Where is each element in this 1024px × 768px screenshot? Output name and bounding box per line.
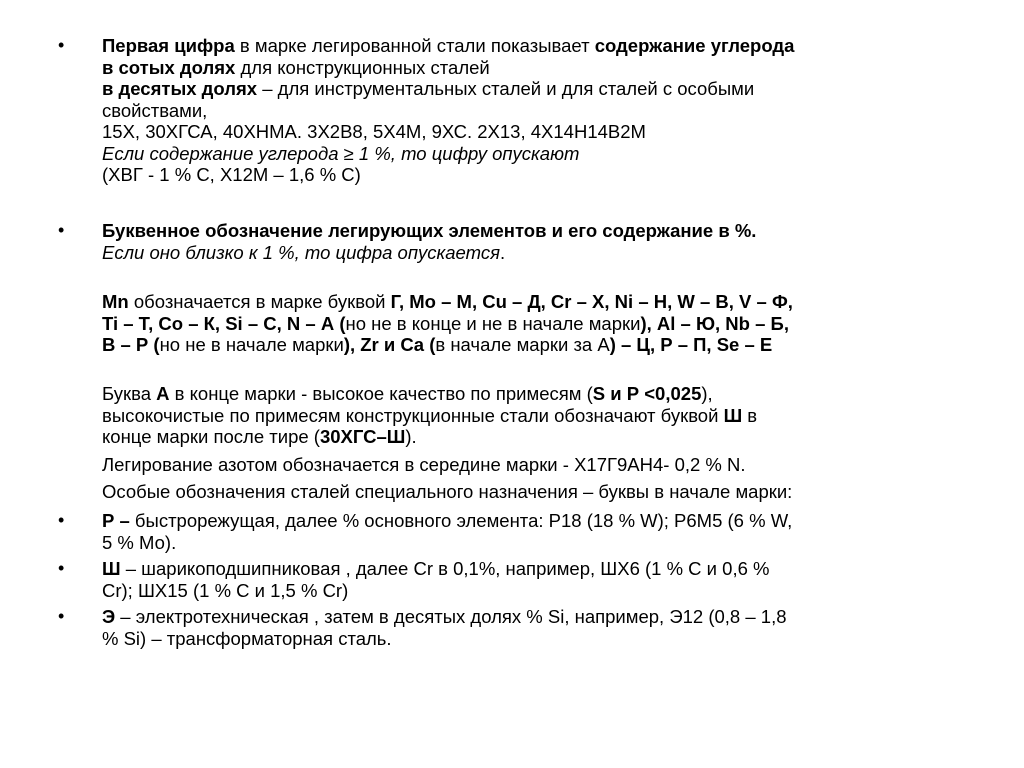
text: Э — [102, 606, 116, 627]
text: Р – — [102, 510, 130, 531]
text: Буква — [102, 383, 157, 404]
text: Ш — [723, 404, 743, 426]
item1-line2 — [102, 57, 972, 79]
letters-line2 — [102, 313, 972, 335]
item1-note: Если содержание углерода ≥ 1 %, то цифру опускают — [102, 142, 580, 164]
item2-heading: Буквенное обозначение легирующих элементов и его содержание в %. — [102, 220, 757, 241]
bullet-1: • — [58, 35, 65, 55]
text: 5 % Мо). — [102, 531, 177, 553]
text: в конце марки - высокое качество по примесям ( — [169, 383, 593, 404]
text: А — [156, 383, 170, 404]
item1-line3 — [102, 78, 972, 100]
text: Г, Мо – М, Cu – Д, Cr – Х, Ni – Н, W – В, V – Ф, — [390, 291, 793, 312]
item1-line1 — [102, 35, 972, 57]
bullet-4: • — [58, 558, 65, 578]
text: в — [742, 404, 758, 426]
item-alloy-letters — [102, 220, 972, 263]
letter-a-line3 — [102, 426, 972, 448]
text: Легирование азотом обозначается в середине марки - Х17Г9АН4- 0,2 % N. — [102, 454, 746, 475]
item1-examples: 15Х, 30ХГСА, 40ХНМА. 3Х2В8, 5Х4М, 9ХС. 2Х13, 4Х14Н14В2М — [102, 121, 646, 142]
text: Особые обозначения сталей специального назначения – буквы в начале марки: — [102, 481, 793, 502]
letter-a-line1 — [102, 383, 972, 405]
text: ), Zr и Ca ( — [343, 334, 436, 355]
special-designations-intro — [102, 481, 972, 503]
item-first-digit — [102, 35, 972, 186]
text — [102, 606, 972, 628]
item1-note-examples: (ХВГ - 1 % С, Х12М – 1,6 % С) — [102, 164, 361, 185]
text: но не в конце и не в начале марки — [345, 312, 641, 334]
text: Ti – Т, Co – К, Si – С, N – А ( — [102, 312, 346, 334]
nitrogen-note — [102, 454, 972, 476]
item-bearing-steel — [102, 558, 972, 601]
term-hundredths: в сотых долях — [102, 56, 236, 78]
text: конце марки после тире ( — [102, 426, 320, 447]
text: S и Р <0,025 — [592, 383, 702, 404]
item2-subnote — [102, 242, 972, 264]
text: . — [499, 241, 506, 263]
bullet-2: • — [58, 220, 65, 240]
item-high-speed-steel — [102, 510, 972, 553]
text: ), Al – Ю, Nb – Б, — [640, 312, 789, 334]
text: ), — [701, 383, 713, 404]
text: В – Р ( — [102, 334, 160, 355]
item1-line4: свойствами, — [102, 99, 208, 121]
bullet-5: • — [58, 606, 65, 626]
text: Ш — [102, 558, 121, 579]
letters-line1 — [102, 291, 972, 313]
text: ). — [405, 426, 417, 447]
text: – для инструментальных сталей и для сталей с особыми — [257, 78, 755, 99]
bullet-3: • — [58, 510, 65, 530]
term-carbon-content: содержание углерода — [594, 35, 795, 56]
text: Если оно близко к 1 %, то цифра опускается — [102, 241, 500, 263]
letter-a-paragraph — [102, 383, 972, 448]
text: в марке легированной стали показывает — [234, 35, 595, 56]
text: – электротехническая , затем в десятых долях % Si, например, Э12 (0,8 – 1,8 — [115, 606, 787, 627]
text: ) – Ц, Р – П, Se – Е — [609, 334, 773, 355]
text: но не в начале марки — [159, 334, 344, 355]
text — [102, 558, 972, 580]
item-electrical-steel — [102, 606, 972, 649]
text: % Si) – трансформаторная сталь. — [102, 627, 392, 649]
text: – шарикоподшипниковая , далее Cr в 0,1%, например, ШХ6 (1 % С и 0,6 % — [120, 558, 770, 579]
letter-a-line2 — [102, 405, 972, 427]
text — [102, 510, 972, 532]
text: в начале марки за А — [435, 334, 610, 355]
term-first-digit: Первая цифра — [102, 35, 235, 56]
element-letters-paragraph — [102, 291, 972, 356]
text: обозначается в марке буквой — [128, 291, 391, 312]
text: для конструкционных сталей — [235, 56, 490, 78]
text: 30ХГС–Ш — [319, 426, 406, 447]
text: Mn — [102, 291, 129, 312]
letters-line3 — [102, 334, 972, 356]
term-tenths: в десятых долях — [102, 78, 258, 99]
text: быстрорежущая, далее % основного элемента: Р18 (18 % W); Р6М5 (6 % W, — [129, 510, 793, 531]
text: высокочистые по примесям конструкционные стали обозначают буквой — [102, 404, 724, 426]
text: Cr); ШХ15 (1 % С и 1,5 % Cr) — [102, 579, 349, 601]
